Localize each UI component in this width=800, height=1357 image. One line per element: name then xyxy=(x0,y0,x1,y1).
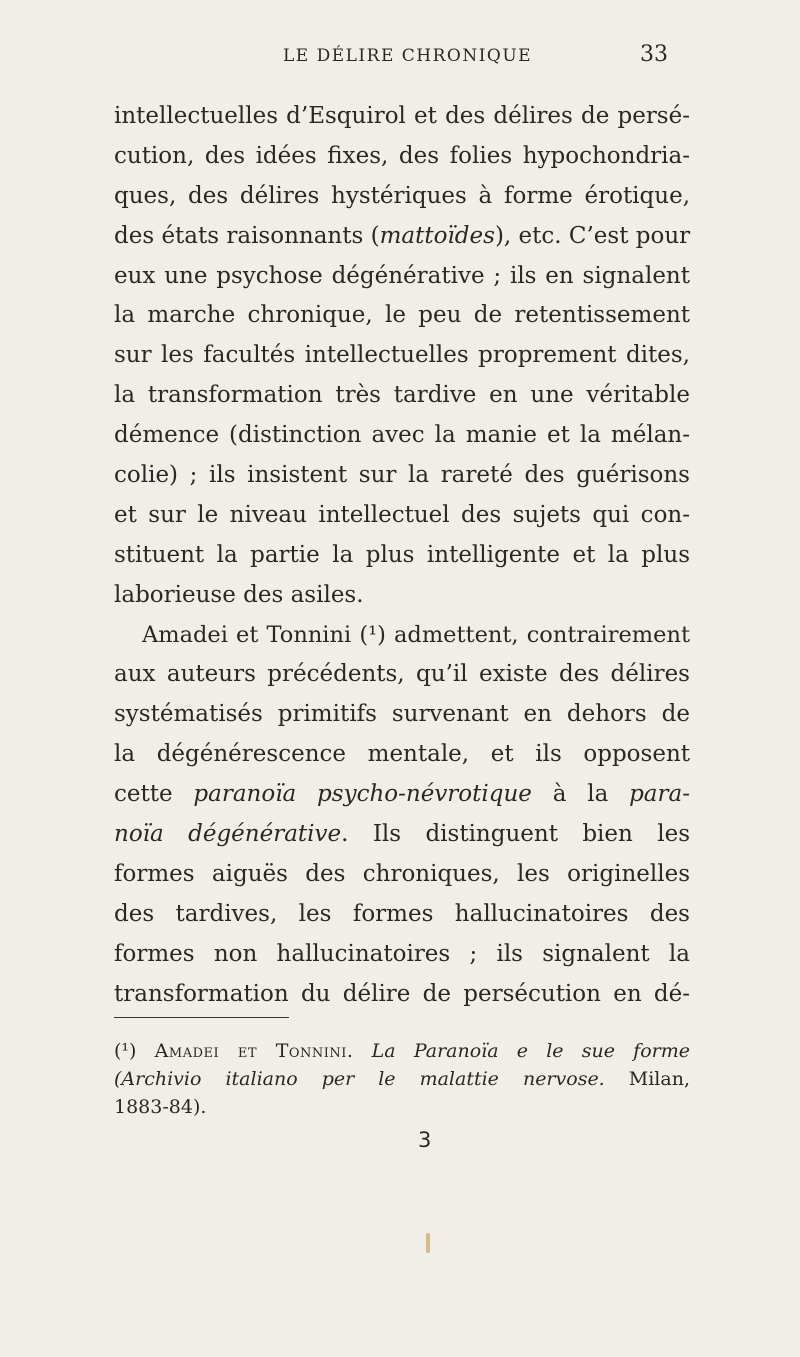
running-title: LE DÉLIRE CHRONIQUE xyxy=(283,46,533,66)
text-line: aux auteurs précédents, qu’il existe des délires xyxy=(114,661,690,688)
text-line: colie) ; ils insistent sur la rareté des guérisons xyxy=(114,462,690,489)
text-run: cette xyxy=(114,781,194,808)
text-line: stituent la partie la plus intelligente et la plus xyxy=(114,541,690,568)
footnote-journal: (Archivio italiano per le malattie nervose. xyxy=(114,1068,605,1090)
text-line: sur les facultés intellectuelles proprement dites, xyxy=(114,342,690,369)
text-line: et sur le niveau intellectuel des sujets qui con- xyxy=(114,501,690,528)
page-number: 33 xyxy=(640,42,668,67)
text-line: Amadei et Tonnini (¹) admettent, contrairement xyxy=(142,621,690,648)
text-run: à la xyxy=(531,781,630,808)
signature-mark: 3 xyxy=(418,1128,432,1152)
footnote-rule xyxy=(114,1017,289,1018)
footnote-place: Milan, xyxy=(604,1068,690,1090)
text-line xyxy=(114,217,690,257)
footnote-authors: Amadei et Tonnini. xyxy=(154,1040,354,1062)
text-run: . Ils distinguent bien les xyxy=(341,821,690,848)
text-line: systématisés primitifs survenant en dehors de xyxy=(114,701,690,728)
text-line: la marche chronique, le peu de retentissement xyxy=(114,302,690,329)
text-line: la dégénérescence mentale, et ils opposent xyxy=(114,741,690,768)
footnote-line xyxy=(114,1037,690,1065)
text-line: des tardives, les formes hallucinatoires des xyxy=(114,900,690,927)
paper-speck xyxy=(426,1233,430,1253)
italic-term: noïa dégénérative xyxy=(114,821,342,848)
italic-term: mattoïdes xyxy=(379,222,495,249)
footnote-line xyxy=(114,1065,690,1093)
text-line: formes aiguës des chroniques, les originelles xyxy=(114,860,690,887)
footnote-marker: (¹) xyxy=(114,1040,155,1062)
footnote-line: 1883-84). xyxy=(114,1096,207,1118)
text-line: cution, des idées fixes, des folies hypochondria- xyxy=(114,142,690,169)
text-line: formes non hallucinatoires ; ils signalent la xyxy=(114,940,690,967)
text-line xyxy=(114,815,690,855)
italic-term: paranoïa psycho-névrotique xyxy=(193,781,532,808)
text-line: eux une psychose dégénérative ; ils en signalent xyxy=(114,262,690,289)
footnote xyxy=(114,1037,690,1121)
text-line: ques, des délires hystériques à forme érotique, xyxy=(114,182,690,209)
text-run: ), etc. C’est pour xyxy=(494,222,691,249)
text-line: transformation du délire de persécution en dé- xyxy=(114,980,690,1007)
text-line: démence (distinction avec la manie et la mélan- xyxy=(114,422,690,449)
running-header xyxy=(0,40,800,70)
text-run: des états raisonnants ( xyxy=(114,222,380,249)
text-line: la transformation très tardive en une véritable xyxy=(114,382,690,409)
body-text xyxy=(114,97,690,1014)
text-line: laborieuse des asiles. xyxy=(114,581,364,608)
footnote-title: La Paranoïa e le sue forme xyxy=(371,1040,690,1062)
text-line: intellectuelles d’Esquirol et des délires de persé- xyxy=(114,103,690,129)
text-line xyxy=(114,775,690,815)
italic-term: para- xyxy=(629,781,690,808)
